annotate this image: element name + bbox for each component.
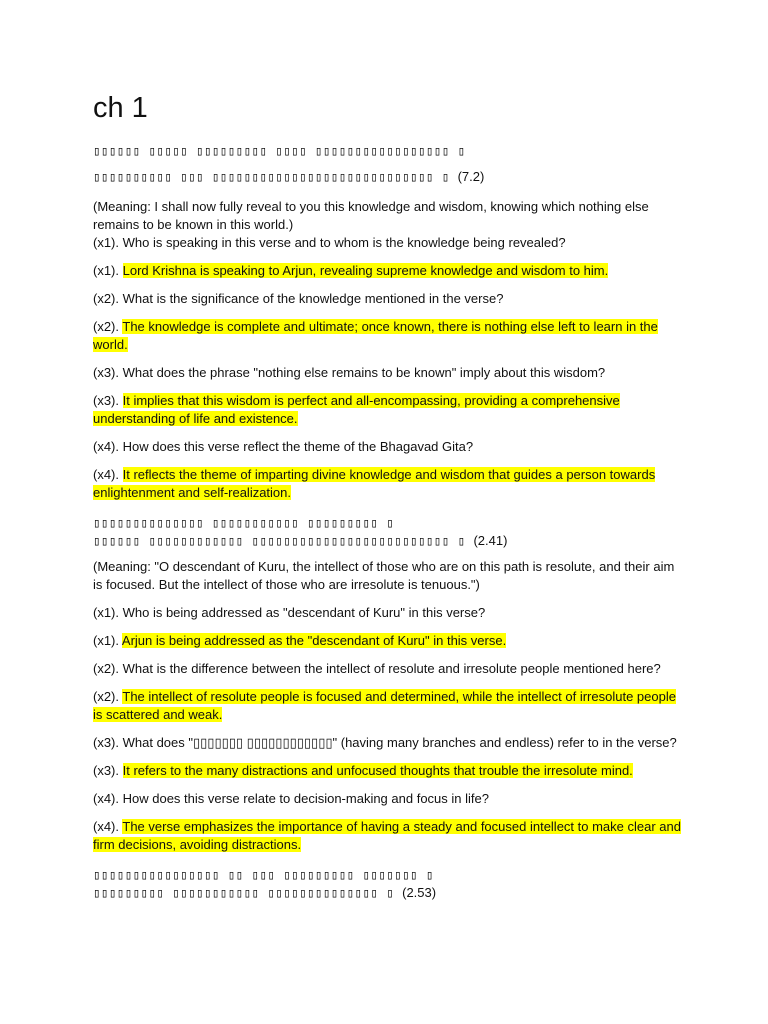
answer	[93, 632, 683, 650]
verse-meaning: (Meaning: "O descendant of Kuru, the intellect of those who are on this path is resolute, and their aim is focused. But the intellect of those who are irresolute is tenuous.")	[93, 559, 675, 592]
verse-line: ▯▯▯▯▯▯▯▯▯▯▯▯▯▯ ▯▯▯▯▯▯▯▯▯▯▯ ▯▯▯▯▯▯▯▯▯ ▯	[93, 515, 395, 530]
verse-reference: (7.2)	[457, 169, 485, 184]
highlighted-answer: The knowledge is complete and ultimate; once known, there is nothing else left to learn in the world.	[93, 319, 658, 352]
answer	[93, 688, 683, 724]
answer-prefix: (x2).	[93, 319, 123, 334]
verse-text: ▯▯▯▯▯▯▯▯▯▯ ▯▯▯ ▯▯▯▯▯▯▯▯▯▯▯▯▯▯▯▯▯▯▯▯▯▯▯▯▯▯▯▯ ▯	[93, 169, 450, 184]
answer	[93, 318, 683, 354]
highlighted-answer: The verse emphasizes the importance of having a steady and focused intellect to make clear and firm decisions, avoiding distractions.	[93, 819, 681, 852]
verse-section	[93, 142, 683, 502]
question: (x2). What is the difference between the intellect of resolute and irresolute people mentioned here?	[93, 661, 661, 676]
highlighted-answer: It reflects the theme of imparting divine knowledge and wisdom that guides a person towards enlightenment and self-realization.	[93, 467, 656, 500]
question: (x4). How does this verse reflect the theme of the Bhagavad Gita?	[93, 439, 474, 454]
answer-prefix: (x1).	[93, 263, 123, 278]
verse-section	[93, 866, 683, 902]
verse-text: ▯▯▯▯▯▯▯▯▯ ▯▯▯▯▯▯▯▯▯▯▯ ▯▯▯▯▯▯▯▯▯▯▯▯▯▯ ▯	[93, 885, 395, 900]
highlighted-answer: It implies that this wisdom is perfect and all-encompassing, providing a comprehensive understanding of life and existence.	[93, 393, 620, 426]
answer	[93, 818, 683, 854]
verse-reference: (2.41)	[473, 533, 508, 548]
question: (x3). What does the phrase "nothing else remains to be known" imply about this wisdom?	[93, 365, 606, 380]
answer	[93, 392, 683, 428]
verse-reference: (2.53)	[402, 885, 437, 900]
answer-prefix: (x4).	[93, 819, 123, 834]
answer-prefix: (x3).	[93, 763, 123, 778]
answer	[93, 262, 683, 280]
verse-line	[93, 532, 683, 550]
verse-text: ▯▯▯▯▯▯ ▯▯▯▯▯▯▯▯▯▯▯▯ ▯▯▯▯▯▯▯▯▯▯▯▯▯▯▯▯▯▯▯▯▯▯▯▯▯ ▯	[93, 533, 466, 548]
answer-prefix: (x1).	[93, 633, 122, 648]
question: (x4). How does this verse relate to decision-making and focus in life?	[93, 791, 489, 806]
question: (x2). What is the significance of the knowledge mentioned in the verse?	[93, 291, 504, 306]
answer	[93, 466, 683, 502]
question: (x1). Who is being addressed as "descendant of Kuru" in this verse?	[93, 605, 486, 620]
highlighted-answer: Lord Krishna is speaking to Arjun, revealing supreme knowledge and wisdom to him.	[122, 263, 609, 278]
verse-line	[93, 168, 683, 186]
answer-prefix: (x2).	[93, 689, 123, 704]
document-page	[93, 88, 683, 902]
highlighted-answer: It refers to the many distractions and unfocused thoughts that trouble the irresolute mind.	[122, 763, 633, 778]
question: (x3). What does "▯▯▯▯▯▯▯ ▯▯▯▯▯▯▯▯▯▯▯▯" (having many branches and endless) refer to in the verse?	[93, 735, 677, 750]
verse-section	[93, 514, 683, 854]
highlighted-answer: Arjun is being addressed as the "descendant of Kuru" in this verse.	[121, 633, 507, 648]
verse-meaning: (Meaning: I shall now fully reveal to you this knowledge and wisdom, knowing which nothing else remains to be known in this world.)	[93, 199, 649, 232]
answer-prefix: (x4).	[93, 467, 123, 482]
question: (x1). Who is speaking in this verse and to whom is the knowledge being revealed?	[93, 235, 566, 250]
highlighted-answer: The intellect of resolute people is focused and determined, while the intellect of irresolute people is scattered and weak.	[93, 689, 676, 722]
answer	[93, 762, 683, 780]
answer-prefix: (x3).	[93, 393, 123, 408]
verse-line: ▯▯▯▯▯▯▯▯▯▯▯▯▯▯▯▯ ▯▯ ▯▯▯ ▯▯▯▯▯▯▯▯▯ ▯▯▯▯▯▯▯ ▯	[93, 867, 434, 882]
verse-line	[93, 884, 683, 902]
page-title: ch 1	[93, 92, 148, 124]
verse-line: ▯▯▯▯▯▯ ▯▯▯▯▯ ▯▯▯▯▯▯▯▯▯ ▯▯▯▯ ▯▯▯▯▯▯▯▯▯▯▯▯▯▯▯▯▯ ▯	[93, 143, 466, 158]
